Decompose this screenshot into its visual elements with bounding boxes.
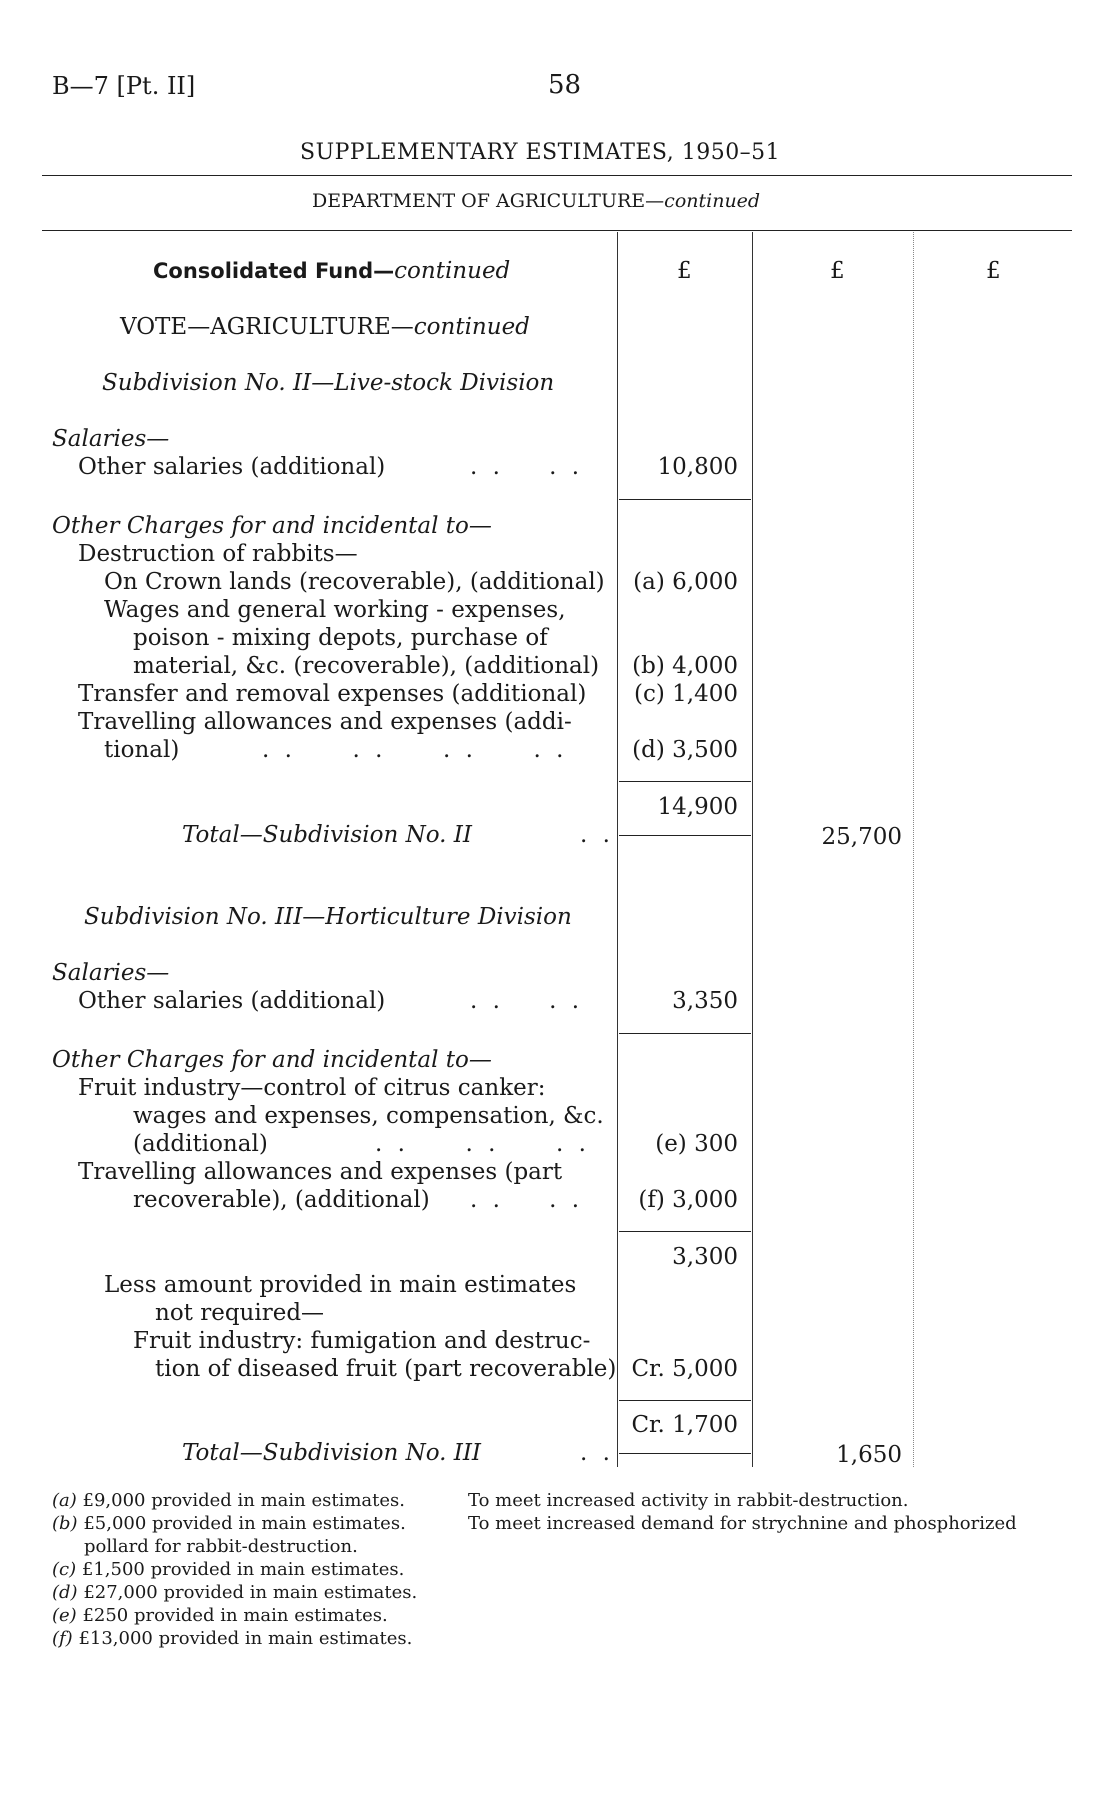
vote-heading [120,314,530,340]
footnote-mark: (b) [52,1513,78,1534]
column-rule-3 [913,232,914,1467]
wages-item-line-3: material, &c. (recoverable), (additional) [133,653,600,679]
subdivision-3-other-charges-label: Other Charges for and incidental to— [52,1047,492,1073]
crown-lands-value: (a) 6,000 [633,569,738,595]
wages-item-line-1: Wages and general working - expenses, [104,597,566,623]
title-rule [42,175,1072,176]
department-continued: continued [664,190,761,212]
footnote [52,1559,404,1580]
wages-value: (b) 4,000 [632,653,738,679]
leader-dots: . . [580,1440,614,1466]
amount-rule [619,1033,751,1034]
subtotal-rule [619,781,751,782]
column-rule-1 [617,232,618,1467]
travelling-item-line-2: tional) [104,737,180,763]
subdivision-2-other-charges-label: Other Charges for and incidental to— [52,513,492,539]
amount-rule [619,499,751,500]
horticulture-travelling-line-2: recoverable), (additional) [133,1187,430,1213]
footnote-text: £250 provided in main estimates. [82,1605,388,1626]
vote-label: VOTE—AGRICULTURE— [120,314,414,340]
footnote-text: £13,000 provided in main estimates. [78,1628,413,1649]
net-rule [619,1400,751,1401]
subdivision-2-total-label: Total—Subdivision No. II [182,822,472,848]
subdivision-2-other-salaries: Other salaries (additional) [78,454,386,480]
department-heading [312,190,760,212]
footnote-mark: (f) [52,1628,73,1649]
transfer-value: (c) 1,400 [634,681,738,707]
footnote-continuation: pollard for rabbit-destruction. [84,1536,358,1557]
fund-heading [153,258,510,284]
destruction-of-rabbits: Destruction of rabbits— [78,541,358,567]
page-title: SUPPLEMENTARY ESTIMATES, 1950–51 [300,140,781,165]
less-amount-line-1: Less amount provided in main estimates [104,1272,577,1298]
footnote [52,1605,388,1626]
footnote-mark: (a) [52,1490,77,1511]
footnote-mark: (c) [52,1559,77,1580]
crown-lands-item: On Crown lands (recoverable), (additional) [104,569,605,595]
travelling-item-line-1: Travelling allowances and expenses (addi- [78,709,572,735]
footnote-text: £9,000 provided in main estimates. [82,1490,405,1511]
travelling-value: (d) 3,500 [632,737,738,763]
fruit-value: (e) 300 [655,1131,738,1157]
transfer-item: Transfer and removal expenses (additional) [78,681,587,707]
subdivision-2-total-value: 25,700 [821,824,902,850]
footnote-mark: (d) [52,1582,78,1603]
less-amount-line-2: not required— [155,1300,325,1326]
subdivision-3-heading: Subdivision No. III—Horticulture Division [84,904,572,930]
subdivision-2-heading: Subdivision No. II—Live-stock Division [102,370,555,396]
page-number: 58 [548,70,582,100]
fumigation-line-2: tion of diseased fruit (part recoverable) [155,1356,617,1382]
footnote-note: To meet increased activity in rabbit-destruction. [468,1490,909,1511]
column-rule-2 [752,232,753,1467]
leader-dots: . . . . [470,988,584,1014]
subdivision-3-salaries-label: Salaries— [52,960,170,986]
leader-dots: . . . . . . . . [262,737,568,763]
fund-label: Consolidated Fund— [153,259,395,283]
fumigation-line-1: Fruit industry: fumigation and destruc- [133,1328,591,1354]
footnote [52,1490,405,1511]
subdivision-2-salaries-label: Salaries— [52,426,170,452]
column-heading-1: £ [677,258,692,284]
leader-dots: . . . . . . [375,1131,590,1157]
horticulture-travelling-line-1: Travelling allowances and expenses (part [78,1159,563,1185]
leader-dots: . . [580,822,614,848]
footnote [52,1582,417,1603]
total-rule [619,835,751,836]
footnote-text: £1,500 provided in main estimates. [81,1559,405,1580]
footnote-text: £27,000 provided in main estimates. [83,1582,418,1603]
footnote-note: To meet increased demand for strychnine and phosphorized [468,1513,1017,1534]
horticulture-travelling-value: (f) 3,000 [638,1187,738,1213]
leader-dots: . . . . [470,454,584,480]
department-rule [42,230,1072,231]
wages-item-line-2: poison - mixing depots, purchase of [133,625,548,651]
subdivision-2-other-salaries-value: 10,800 [657,454,738,480]
page-reference: B—7 [Pt. II] [52,72,196,100]
column-heading-2: £ [830,258,845,284]
footnote-mark: (e) [52,1605,77,1626]
fumigation-value: Cr. 5,000 [631,1356,738,1382]
footnote [52,1628,412,1649]
fruit-item-line-3: (additional) [133,1131,268,1157]
footnote [52,1513,406,1534]
subtotal-rule [619,1231,751,1232]
fruit-item-line-1: Fruit industry—control of citrus canker: [78,1075,546,1101]
department-name: DEPARTMENT OF AGRICULTURE— [312,190,665,212]
subdivision-2-subtotal: 14,900 [657,794,738,820]
leader-dots: . . . . [470,1187,584,1213]
subdivision-3-total-label: Total—Subdivision No. III [182,1440,482,1466]
subdivision-3-subtotal: 3,300 [672,1244,738,1270]
footnote-text: £5,000 provided in main estimates. [83,1513,406,1534]
subdivision-3-other-salaries: Other salaries (additional) [78,988,386,1014]
vote-continued: continued [413,314,530,340]
subdivision-3-total-value: 1,650 [836,1442,902,1468]
subdivision-3-other-salaries-value: 3,350 [672,988,738,1014]
fruit-item-line-2: wages and expenses, compensation, &c. [133,1103,604,1129]
subdivision-3-net-value: Cr. 1,700 [631,1412,738,1438]
fund-continued: continued [394,258,511,284]
column-heading-3: £ [986,258,1001,284]
total-rule [619,1453,751,1454]
